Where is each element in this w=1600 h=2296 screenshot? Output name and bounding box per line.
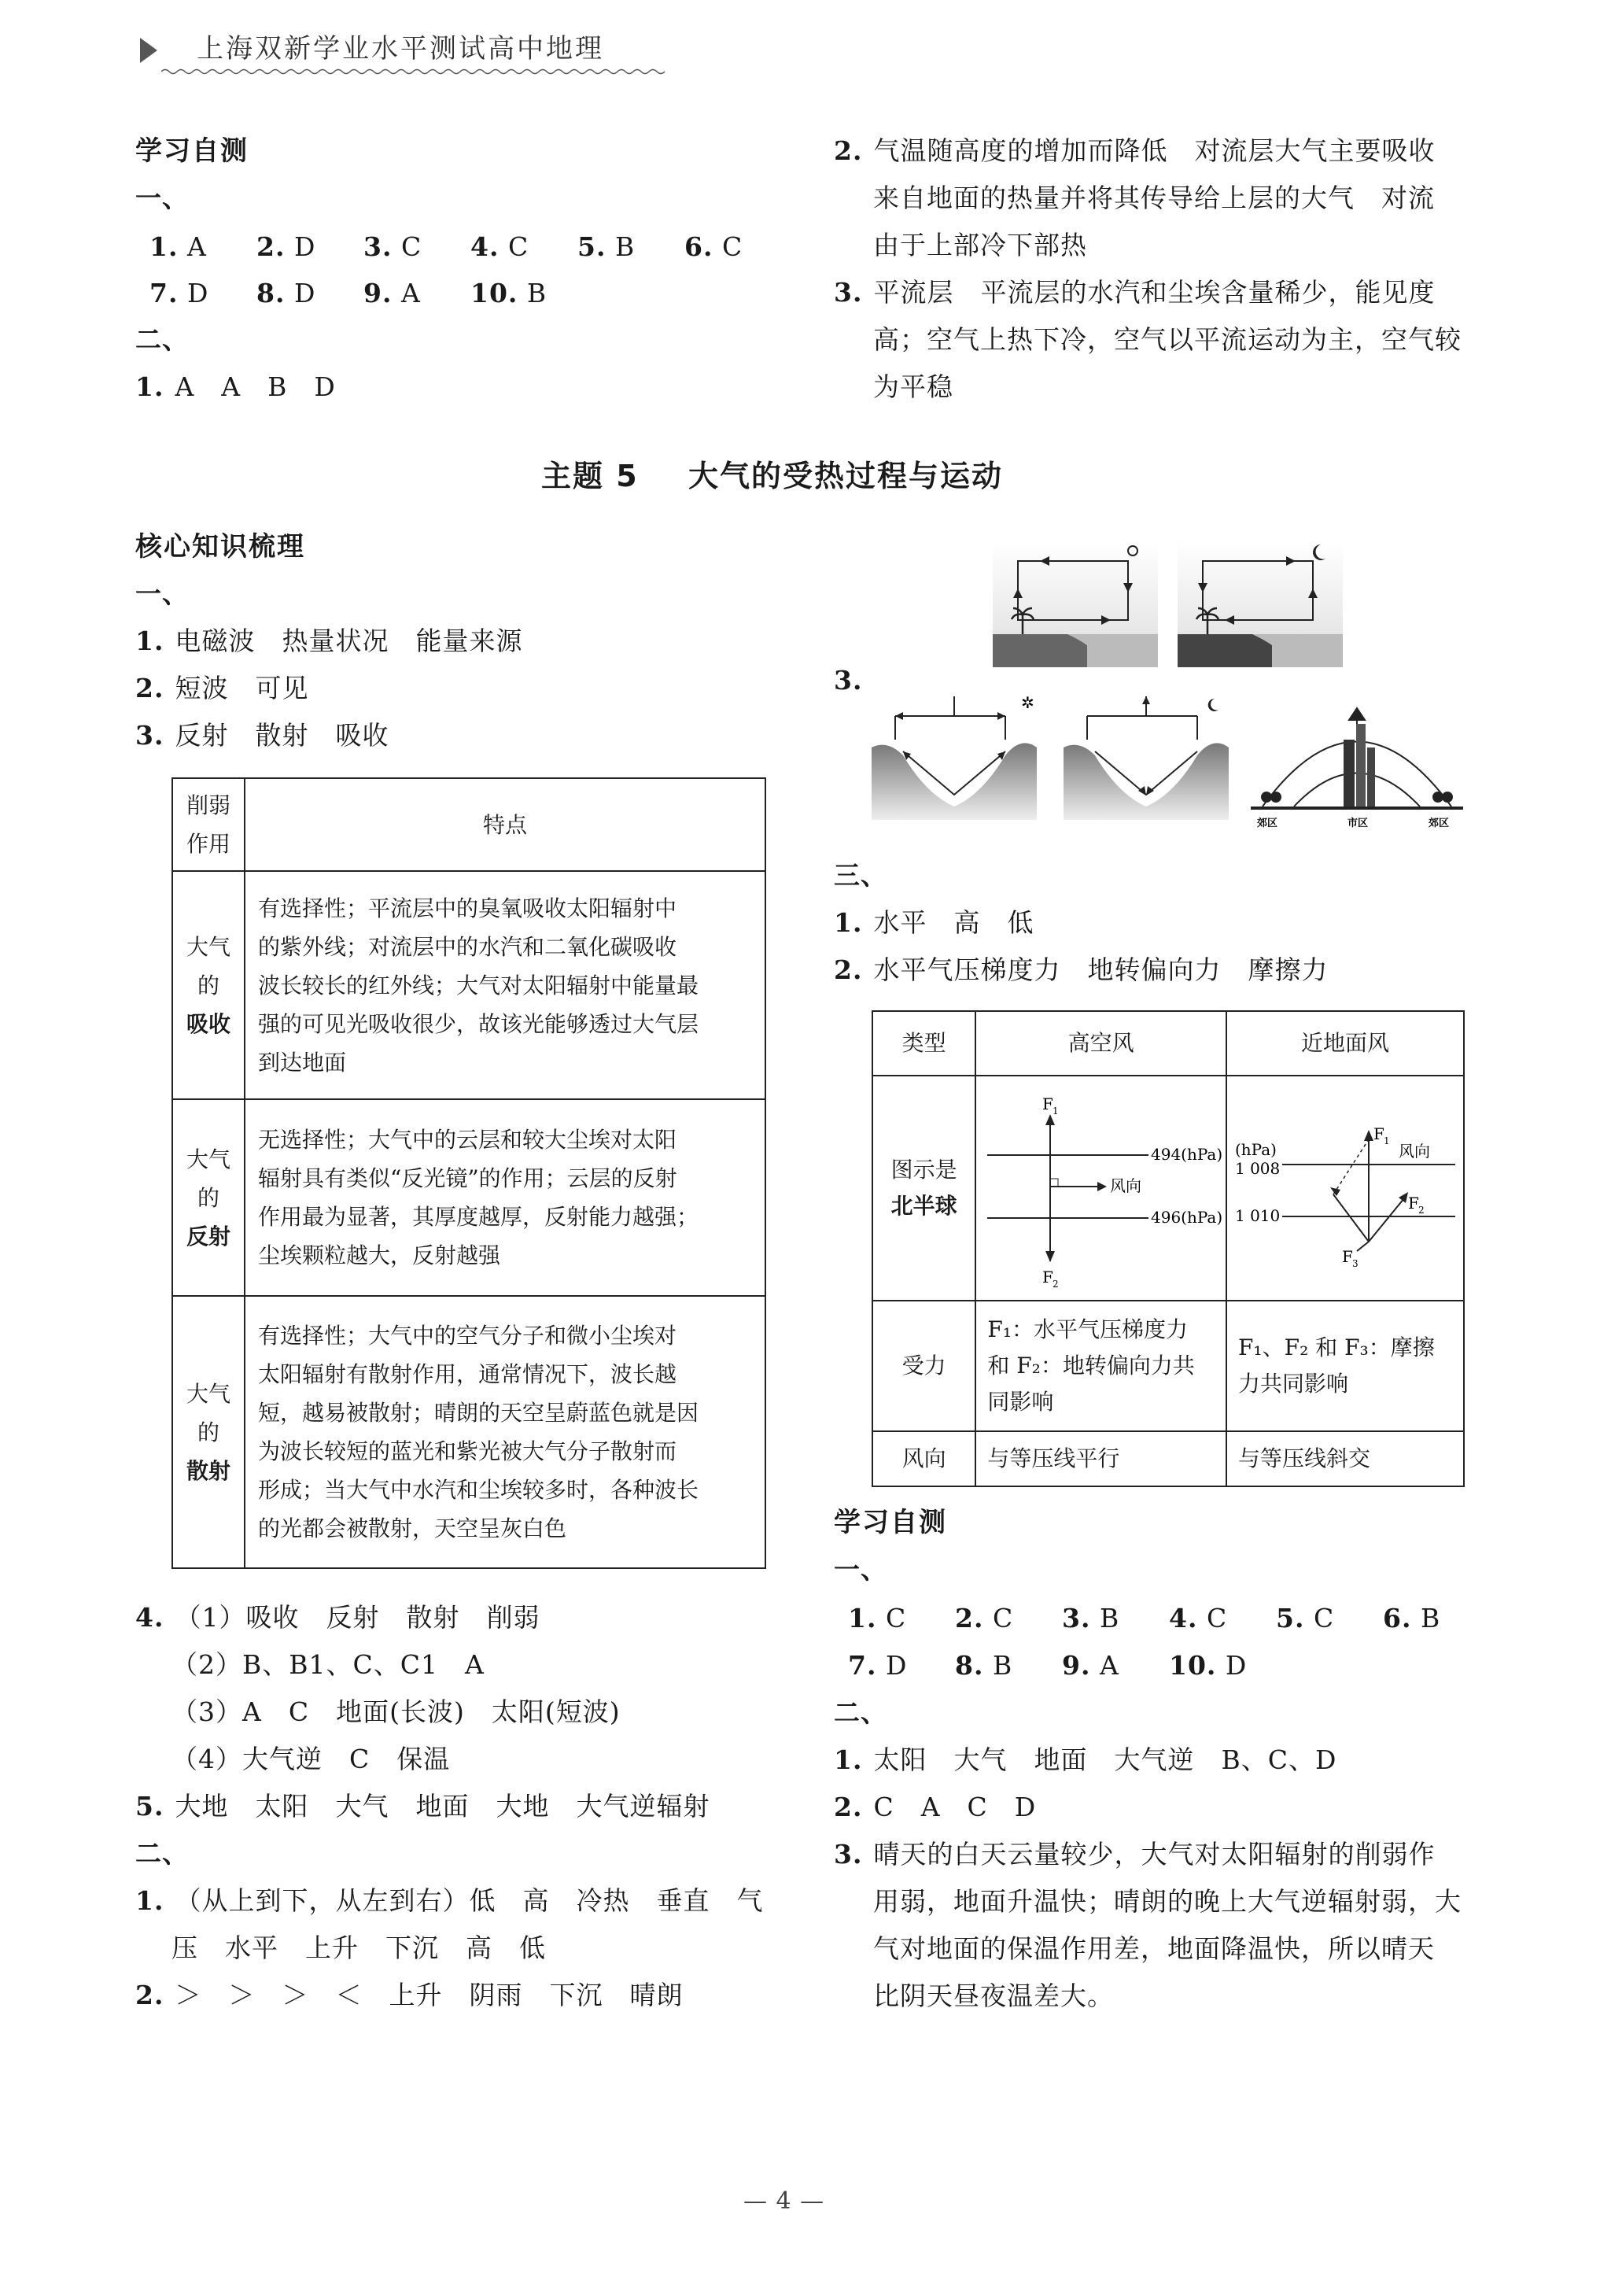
answer-item: 3. 反射 散射 吸收 [135, 720, 389, 751]
section-2-label: 二、 [834, 1697, 887, 1728]
mc-row-1: 1. C 2. C 3. B 4. C 5. C 6. B [848, 1603, 1441, 1633]
mountain-breeze-night-diagram [1064, 692, 1229, 820]
table-row-label: 大气的 反射 [172, 1099, 245, 1296]
topic-label: 主题 5 [541, 459, 639, 493]
self-test-heading: 学习自测 [135, 135, 249, 167]
svg-text:F: F [1041, 1094, 1053, 1113]
answer-item: 1. 电磁波 热量状况 能量来源 [135, 626, 523, 656]
running-header: 上海双新学业水平测试高中地理 [197, 33, 604, 65]
answer-line: 用弱，地面升温快；晴朗的晚上大气逆辐射弱，大 [873, 1886, 1462, 1917]
svg-text:风向: 风向 [1399, 1142, 1430, 1161]
urban-heat-island-diagram [1251, 692, 1463, 830]
answer-q4-line: （3）A C 地面(长波) 太阳(短波) [171, 1696, 621, 1727]
table-header-cell: 近地面风 [1226, 1011, 1464, 1076]
table-header-cell: 高空风 [975, 1011, 1226, 1076]
answer-q2-line3: 由于上部冷下部热 [873, 230, 1087, 260]
svg-text:F: F [1373, 1124, 1384, 1143]
wind-comparison-table [872, 1010, 1465, 1487]
table-cell: 与等压线斜交 [1226, 1431, 1464, 1486]
section-2-label: 二、 [135, 324, 189, 355]
answer-q4: 4. （1）吸收 反射 散射 削弱 [135, 1602, 540, 1633]
answer-q21-line: 压 水平 上升 下沉 高 低 [171, 1932, 546, 1963]
svg-text:496(hPa): 496(hPa) [1150, 1208, 1222, 1227]
surface-wind-diagram [1227, 1076, 1463, 1289]
answer-q5: 5. 大地 太阳 大气 地面 大地 大气逆辐射 [135, 1791, 710, 1822]
answer-q3-line2: 高；空气上热下冷，空气以平流运动为主，空气较 [873, 324, 1462, 355]
land-breeze-night-diagram [1178, 541, 1343, 667]
table-row-label: 大气的 吸收 [172, 871, 245, 1099]
answer-q3-line3: 为平稳 [873, 371, 953, 402]
svg-text:风向: 风向 [1109, 1176, 1141, 1195]
header-wavy-rule [161, 68, 665, 76]
sun-icon: ✲ [1021, 693, 1034, 712]
table-cell: 与等压线平行 [975, 1431, 1226, 1486]
city-label: 市区 [1347, 818, 1369, 829]
svg-text:3: 3 [1352, 1258, 1359, 1269]
table-cell: 有选择性；平流层中的臭氧吸收太阳辐射中 的紫外线；对流层中的水汽和二氧化碳吸收 波长较长的红外线；大气对太阳辐射中能量最 强的可见光吸收很少，故该光能够透过大气层 到达地面 [245, 871, 765, 1099]
mc-row-1: 1. A 2. D 3. C 4. C 5. B 6. C [149, 231, 743, 262]
svg-text:1: 1 [1052, 1106, 1059, 1117]
table-row-label: 风向 [872, 1431, 975, 1486]
table-cell: F₁、F₂ 和 F₃：摩擦 力共同影响 [1226, 1301, 1464, 1431]
svg-text:1 008: 1 008 [1235, 1159, 1281, 1178]
self-test-heading: 学习自测 [834, 1507, 947, 1538]
answer-q21: 1. （从上到下，从左到右）低 高 冷热 垂直 气 [135, 1885, 764, 1916]
svg-text:2: 2 [1052, 1279, 1059, 1289]
table-row-label: 大气的 散射 [172, 1296, 245, 1568]
svg-text:1: 1 [1384, 1135, 1390, 1146]
answer-q3: 3. 平流层 平流层的水汽和尘埃含量稀少，能见度 [834, 277, 1436, 308]
table-row-label: 图示是 北半球 [872, 1076, 975, 1301]
answer-line: 比阴天昼夜温差大。 [873, 1980, 1114, 2011]
diagram-q3-label: 3. [834, 665, 863, 696]
topic-title: 大气的受热过程与运动 [688, 459, 1004, 493]
answer-q4-line: （4）大气逆 C 保温 [171, 1744, 451, 1774]
table-cell: 有选择性；大气中的空气分子和微小尘埃对 太阳辐射有散射作用，通常情况下，波长越 短，越易被散射；晴朗的天空呈蔚蓝色就是因 为波长较短的蓝光和紫光被大气分子散射而 形成；当大气中水汽和尘埃较多时，各种波长 的光都会被散射，天空呈灰白色 [245, 1296, 765, 1568]
section-2-label: 二、 [135, 1838, 189, 1869]
answer-q2: 2. 气温随高度的增加而降低 对流层大气主要吸收 [834, 135, 1436, 166]
atmosphere-weakening-table [171, 777, 766, 1569]
svg-text:1 010: 1 010 [1235, 1206, 1281, 1225]
svg-text:F: F [1408, 1194, 1419, 1213]
moon-icon [1208, 699, 1218, 711]
header-arrow-icon [140, 38, 157, 63]
table-cell: 无选择性；大气中的云层和较大尘埃对太阳 辐射具有类似“反光镜”的作用；云层的反射 作用最为显著，其厚度越厚，反射能力越强； 尘埃颗粒越大，反射越强 [245, 1099, 765, 1296]
svg-text:494(hPa): 494(hPa) [1150, 1145, 1222, 1164]
answer-item: 1. 太阳 大气 地面 大气逆 B、C、D [834, 1744, 1337, 1775]
mc-row-2: 7. D 8. B 9. A 10. D [848, 1650, 1248, 1681]
answer-q22: 2. ＞ ＞ ＞ ＜ 上升 阴雨 下沉 晴朗 [135, 1980, 684, 2010]
answer-item: 1. 水平 高 低 [834, 907, 1034, 938]
page-number: — 4 — [743, 2187, 825, 2215]
suburb-label: 郊区 [1257, 818, 1278, 829]
answer-item: 2. 短波 可见 [135, 673, 309, 703]
valley-breeze-day-diagram [872, 692, 1037, 820]
table-header-cell: 特点 [245, 778, 765, 871]
table-cell: F₁：水平气压梯度力 和 F₂：地转偏向力共 同影响 [975, 1301, 1226, 1431]
svg-text:F: F [1342, 1247, 1353, 1266]
svg-text:2: 2 [1418, 1205, 1425, 1216]
mc-row-2: 7. D 8. D 9. A 10. B [149, 278, 547, 308]
answer-item: 2. C A C D [834, 1792, 1037, 1822]
svg-text:(hPa): (hPa) [1235, 1140, 1277, 1159]
section-1-label: 一、 [135, 183, 189, 213]
suburb-label: 郊区 [1429, 818, 1450, 829]
core-knowledge-heading: 核心知识梳理 [135, 531, 305, 563]
section-3-label: 三、 [834, 860, 887, 891]
sea-breeze-day-diagram [993, 541, 1158, 667]
answer-line: 气对地面的保温作用差，地面降温快，所以晴天 [873, 1933, 1435, 1964]
answer-item: 2. 水平气压梯度力 地转偏向力 摩擦力 [834, 954, 1329, 985]
answer-item: 3. 晴天的白天云量较少，大气对太阳辐射的削弱作 [834, 1839, 1436, 1870]
upper-wind-diagram [979, 1076, 1223, 1289]
answer-item: 1. A A B D [135, 371, 336, 402]
surface-wind-diagram-cell [1226, 1076, 1464, 1301]
answer-q4-line: （2）B、B1、C、C1 A [171, 1649, 485, 1680]
answer-q2-line2: 来自地面的热量并将其传导给上层的大气 对流 [873, 183, 1435, 213]
section-1-label: 一、 [834, 1554, 887, 1585]
upper-wind-diagram-cell [975, 1076, 1226, 1301]
section-1-label: 一、 [135, 578, 189, 609]
table-header-cell: 削弱 作用 [172, 778, 245, 871]
table-row-label: 受力 [872, 1301, 975, 1431]
table-header-cell: 类型 [872, 1011, 975, 1076]
svg-text:F: F [1041, 1268, 1053, 1286]
